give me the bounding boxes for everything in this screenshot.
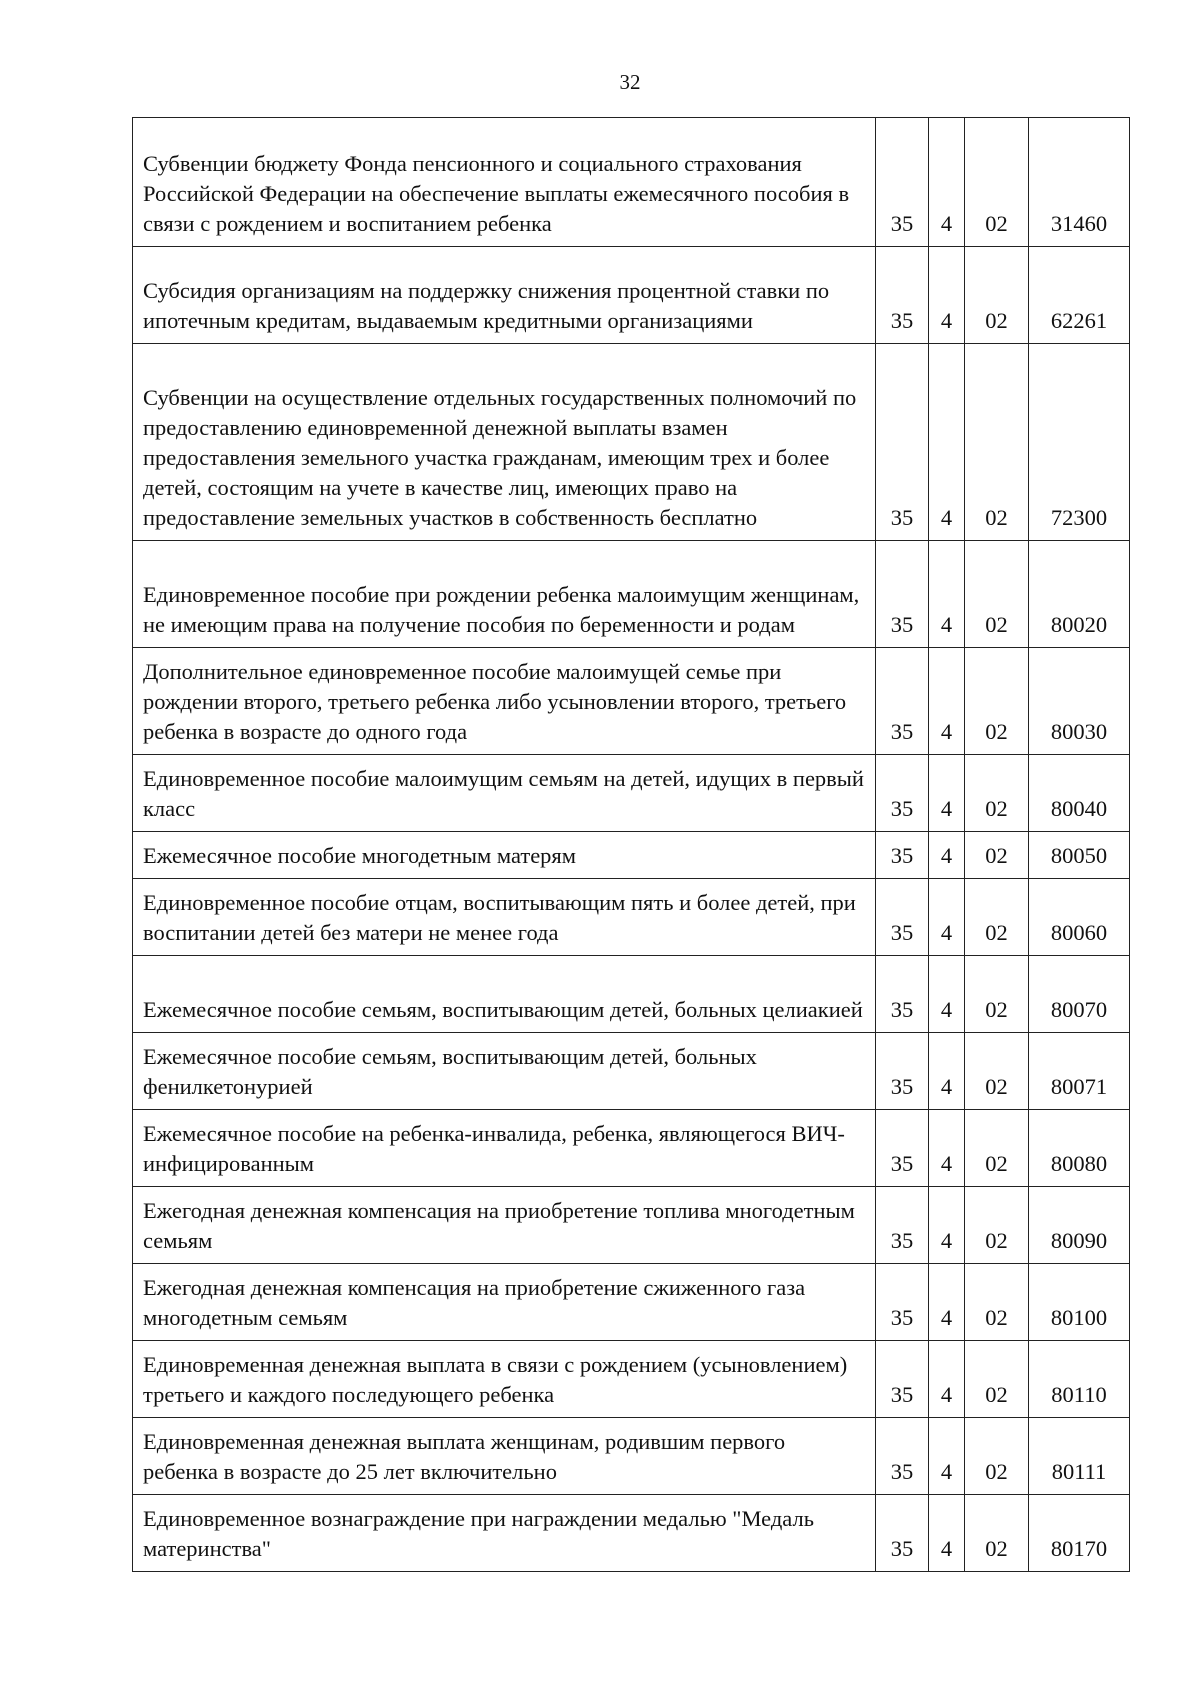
row-code-1: 35 <box>876 344 929 541</box>
row-name: Единовременное пособие при рождении ребенка малоимущим женщинам, не имеющим права на получение пособия по беременности и родам <box>133 541 876 648</box>
row-code-1: 35 <box>876 879 929 956</box>
row-name: Единовременная денежная выплата женщинам, родившим первого ребенка в возрасте до 25 лет включительно <box>133 1418 876 1495</box>
row-code-2: 4 <box>929 541 965 648</box>
row-code-3: 02 <box>965 1341 1029 1418</box>
row-code-4: 31460 <box>1029 118 1130 247</box>
table-row <box>133 247 1130 344</box>
row-code-4: 80060 <box>1029 879 1130 956</box>
row-code-4: 62261 <box>1029 247 1130 344</box>
row-code-4: 80110 <box>1029 1341 1130 1418</box>
row-code-4: 72300 <box>1029 344 1130 541</box>
row-code-1: 35 <box>876 541 929 648</box>
row-code-3: 02 <box>965 118 1029 247</box>
row-code-2: 4 <box>929 832 965 879</box>
row-code-3: 02 <box>965 648 1029 755</box>
row-code-2: 4 <box>929 755 965 832</box>
row-code-1: 35 <box>876 1495 929 1572</box>
row-code-3: 02 <box>965 1187 1029 1264</box>
row-code-1: 35 <box>876 832 929 879</box>
row-code-3: 02 <box>965 541 1029 648</box>
table-row <box>133 1187 1130 1264</box>
row-code-1: 35 <box>876 247 929 344</box>
row-code-3: 02 <box>965 1264 1029 1341</box>
table-row <box>133 1341 1130 1418</box>
row-name: Ежегодная денежная компенсация на приобретение топлива многодетным семьям <box>133 1187 876 1264</box>
row-code-3: 02 <box>965 956 1029 1033</box>
row-name: Единовременное пособие малоимущим семьям на детей, идущих в первый класс <box>133 755 876 832</box>
row-code-2: 4 <box>929 1110 965 1187</box>
row-name: Субвенции на осуществление отдельных государственных полномочий по предоставлению единовременной денежной выплаты взамен предоставления земельного участка гражданам, имеющим трех и более детей, состоящим на учете в качестве лиц, имеющих право на предоставление земельных участков в собственность бесплатно <box>133 344 876 541</box>
row-code-2: 4 <box>929 1341 965 1418</box>
table-row <box>133 1495 1130 1572</box>
page-number: 32 <box>619 70 641 94</box>
row-code-2: 4 <box>929 1264 965 1341</box>
budget-classification-table <box>132 117 1130 1572</box>
row-code-1: 35 <box>876 1341 929 1418</box>
row-code-1: 35 <box>876 1264 929 1341</box>
row-code-3: 02 <box>965 755 1029 832</box>
row-code-2: 4 <box>929 247 965 344</box>
table-row <box>133 541 1130 648</box>
row-code-1: 35 <box>876 1110 929 1187</box>
row-code-4: 80170 <box>1029 1495 1130 1572</box>
row-code-3: 02 <box>965 247 1029 344</box>
row-code-1: 35 <box>876 1187 929 1264</box>
row-name: Единовременное вознаграждение при награждении медалью "Медаль материнства" <box>133 1495 876 1572</box>
row-code-4: 80030 <box>1029 648 1130 755</box>
row-code-1: 35 <box>876 956 929 1033</box>
row-code-4: 80111 <box>1029 1418 1130 1495</box>
table-row <box>133 755 1130 832</box>
row-name: Единовременное пособие отцам, воспитывающим пять и более детей, при воспитании детей без матери не менее года <box>133 879 876 956</box>
table-row <box>133 1033 1130 1110</box>
row-code-2: 4 <box>929 879 965 956</box>
row-code-1: 35 <box>876 1033 929 1110</box>
row-code-2: 4 <box>929 648 965 755</box>
row-name: Ежегодная денежная компенсация на приобретение сжиженного газа многодетным семьям <box>133 1264 876 1341</box>
row-code-2: 4 <box>929 1418 965 1495</box>
table-row <box>133 648 1130 755</box>
table-row <box>133 1264 1130 1341</box>
table-row <box>133 1110 1130 1187</box>
row-name: Ежемесячное пособие многодетным матерям <box>133 832 876 879</box>
row-code-4: 80040 <box>1029 755 1130 832</box>
row-code-1: 35 <box>876 648 929 755</box>
row-code-3: 02 <box>965 344 1029 541</box>
row-code-1: 35 <box>876 755 929 832</box>
row-name: Ежемесячное пособие на ребенка-инвалида, ребенка, являющегося ВИЧ-инфицированным <box>133 1110 876 1187</box>
row-code-2: 4 <box>929 1495 965 1572</box>
table-row <box>133 118 1130 247</box>
table-row <box>133 344 1130 541</box>
row-code-3: 02 <box>965 832 1029 879</box>
table-row <box>133 879 1130 956</box>
row-code-4: 80090 <box>1029 1187 1130 1264</box>
table-row <box>133 1418 1130 1495</box>
row-code-1: 35 <box>876 1418 929 1495</box>
row-name: Дополнительное единовременное пособие малоимущей семье при рождении второго, третьего ребенка либо усыновлении второго, третьего ребенка в возрасте до одного года <box>133 648 876 755</box>
row-name: Единовременная денежная выплата в связи с рождением (усыновлением) третьего и каждого последующего ребенка <box>133 1341 876 1418</box>
row-code-2: 4 <box>929 118 965 247</box>
row-code-1: 35 <box>876 118 929 247</box>
row-code-4: 80020 <box>1029 541 1130 648</box>
row-code-4: 80070 <box>1029 956 1130 1033</box>
row-code-3: 02 <box>965 1495 1029 1572</box>
row-code-3: 02 <box>965 1033 1029 1110</box>
row-name: Субвенции бюджету Фонда пенсионного и социального страхования Российской Федерации на обеспечение выплаты ежемесячного пособия в связи с рождением и воспитанием ребенка <box>133 118 876 247</box>
row-code-2: 4 <box>929 344 965 541</box>
row-code-3: 02 <box>965 1110 1029 1187</box>
row-name: Ежемесячное пособие семьям, воспитывающим детей, больных целиакией <box>133 956 876 1033</box>
row-code-2: 4 <box>929 1187 965 1264</box>
row-name: Ежемесячное пособие семьям, воспитывающим детей, больных фенилкетонурией <box>133 1033 876 1110</box>
row-code-4: 80080 <box>1029 1110 1130 1187</box>
row-code-4: 80100 <box>1029 1264 1130 1341</box>
row-code-2: 4 <box>929 1033 965 1110</box>
row-name: Субсидия организациям на поддержку снижения процентной ставки по ипотечным кредитам, выдаваемым кредитными организациями <box>133 247 876 344</box>
row-code-3: 02 <box>965 1418 1029 1495</box>
row-code-3: 02 <box>965 879 1029 956</box>
table-row <box>133 956 1130 1033</box>
row-code-4: 80071 <box>1029 1033 1130 1110</box>
row-code-4: 80050 <box>1029 832 1130 879</box>
row-code-2: 4 <box>929 956 965 1033</box>
table-row <box>133 832 1130 879</box>
